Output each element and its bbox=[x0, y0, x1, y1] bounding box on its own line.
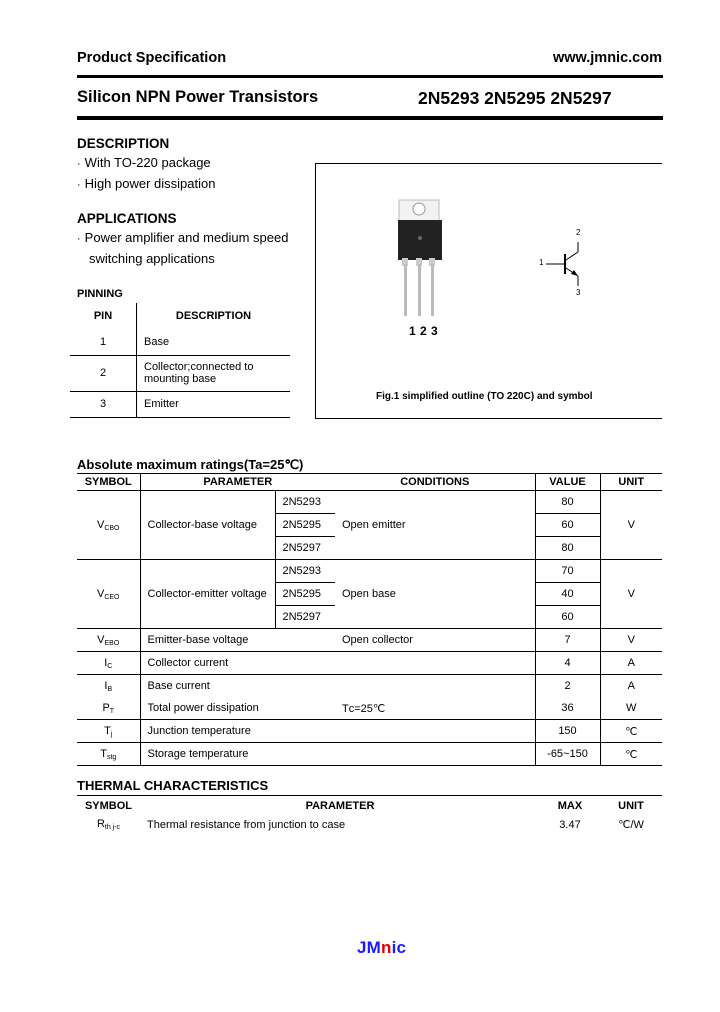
unit-cell: W bbox=[600, 697, 662, 720]
value-cell: 80 bbox=[535, 491, 600, 514]
unit-cell: V bbox=[600, 629, 662, 652]
symbol-main: V bbox=[96, 587, 105, 600]
symbol-sub: B bbox=[107, 685, 113, 693]
parameter-cell: Total power dissipation bbox=[140, 697, 335, 720]
description-item bbox=[77, 153, 215, 174]
symbol-main: P bbox=[102, 701, 110, 714]
bullet-icon: · bbox=[77, 179, 81, 191]
base-pin-label: 1 bbox=[539, 258, 544, 267]
bullet-icon: · bbox=[77, 158, 81, 170]
symbol-cell bbox=[77, 815, 140, 834]
part-cell: 2N5293 bbox=[275, 560, 335, 583]
pin-description-line2: mounting base bbox=[144, 373, 217, 385]
pin-number: 3 bbox=[70, 391, 137, 417]
parameter-cell: Collector-base voltage bbox=[140, 491, 275, 560]
symbol-sub: stg bbox=[106, 753, 117, 761]
symbol-main: I bbox=[104, 679, 108, 692]
symbol-main: I bbox=[104, 656, 108, 669]
ratings-row bbox=[77, 720, 662, 743]
symbol-sub: EBO bbox=[104, 639, 120, 647]
application-text-line1: Power amplifier and medium speed bbox=[84, 230, 289, 245]
parameter-column-header: PARAMETER bbox=[140, 474, 335, 491]
to220-package-image bbox=[396, 198, 446, 318]
value-cell: 36 bbox=[535, 697, 600, 720]
product-specification-label: Product Specification bbox=[77, 50, 227, 66]
ratings-row-vceo bbox=[77, 560, 662, 583]
description-text: With TO-220 package bbox=[84, 155, 211, 170]
symbol-sub: T bbox=[109, 707, 115, 715]
symbol-sub: th j-c bbox=[104, 824, 121, 831]
applications-list bbox=[77, 228, 288, 268]
application-text-line2: switching applications bbox=[89, 251, 215, 266]
bullet-icon: · bbox=[77, 233, 81, 245]
symbol-sub: CBO bbox=[104, 524, 120, 532]
value-cell: 150 bbox=[535, 720, 600, 743]
pin-row bbox=[70, 391, 290, 417]
ratings-row bbox=[77, 675, 662, 698]
value-cell: 2 bbox=[535, 675, 600, 698]
unit-column-header: UNIT bbox=[618, 799, 644, 812]
unit-cell: A bbox=[600, 652, 662, 675]
symbol-main: T bbox=[104, 724, 111, 737]
logo-part-n: n bbox=[381, 938, 392, 957]
condition-cell: Open base bbox=[335, 560, 535, 629]
part-cell: 2N5293 bbox=[275, 491, 335, 514]
parameter-cell: Collector current bbox=[140, 652, 335, 675]
unit-cell: V bbox=[600, 560, 662, 629]
description-heading: DESCRIPTION bbox=[77, 136, 170, 151]
pin-column-header: PIN bbox=[70, 303, 137, 329]
symbol-cell bbox=[77, 629, 140, 652]
symbol-cell bbox=[77, 743, 140, 766]
pin-description: Base bbox=[137, 329, 291, 355]
unit-cell: ℃ bbox=[600, 720, 662, 743]
symbol-sub: j bbox=[110, 730, 113, 738]
parameter-column-header: PARAMETER bbox=[305, 799, 375, 812]
value-cell: 60 bbox=[535, 514, 600, 537]
pin-row bbox=[70, 355, 290, 391]
unit-column-header: UNIT bbox=[600, 474, 662, 491]
ratings-heading: Absolute maximum ratings(Ta=25℃) bbox=[77, 457, 304, 472]
unit-cell: V bbox=[600, 491, 662, 560]
pin-description-line1: Collector;connected to bbox=[144, 361, 254, 373]
jmnic-logo bbox=[357, 938, 406, 958]
part-numbers: 2N5293 2N5295 2N5297 bbox=[418, 88, 612, 108]
symbol-main: V bbox=[97, 633, 105, 646]
value-cell: 70 bbox=[535, 560, 600, 583]
symbol-cell bbox=[77, 652, 140, 675]
unit-cell: ℃ bbox=[600, 743, 662, 766]
pin-number: 1 bbox=[70, 329, 137, 355]
unit-cell: ℃/W bbox=[618, 819, 644, 831]
pin-description: Emitter bbox=[137, 391, 291, 417]
symbol-cell bbox=[77, 697, 140, 720]
condition-cell bbox=[335, 720, 535, 743]
symbol-cell bbox=[77, 560, 140, 629]
value-cell: -65~150 bbox=[535, 743, 600, 766]
symbol-cell bbox=[77, 675, 140, 698]
ratings-row bbox=[77, 629, 662, 652]
symbol-sub: CEO bbox=[104, 593, 120, 601]
parameter-cell: Storage temperature bbox=[140, 743, 335, 766]
emitter-pin-label: 3 bbox=[576, 288, 581, 297]
figure-box bbox=[315, 163, 662, 419]
part-cell: 2N5295 bbox=[275, 514, 335, 537]
pin-description bbox=[137, 355, 291, 391]
pin-row bbox=[70, 329, 290, 355]
ratings-row-vcbo bbox=[77, 491, 662, 514]
package-pin-labels: 1 2 3 bbox=[409, 324, 438, 338]
symbol-main: R bbox=[96, 818, 105, 830]
unit-cell: A bbox=[600, 675, 662, 698]
applications-heading: APPLICATIONS bbox=[77, 211, 177, 226]
logo-part-jm: JM bbox=[357, 938, 382, 957]
description-column-header: DESCRIPTION bbox=[175, 310, 252, 322]
npn-transistor-symbol-icon bbox=[536, 224, 596, 304]
part-cell: 2N5297 bbox=[275, 537, 335, 560]
value-cell: 4 bbox=[535, 652, 600, 675]
figure-caption: Fig.1 simplified outline (TO 220C) and symbol bbox=[376, 391, 593, 402]
symbol-main: T bbox=[100, 747, 107, 760]
pin-number: 2 bbox=[70, 355, 137, 391]
condition-cell: Open emitter bbox=[335, 491, 535, 560]
parameter-cell: Base current bbox=[140, 675, 335, 698]
parameter-cell: Collector-emitter voltage bbox=[140, 560, 275, 629]
max-cell: 3.47 bbox=[559, 818, 581, 831]
header-divider bbox=[77, 75, 663, 78]
part-cell: 2N5295 bbox=[275, 583, 335, 606]
condition-cell: Open collector bbox=[335, 629, 535, 652]
parameter-cell: Junction temperature bbox=[140, 720, 335, 743]
description-item bbox=[77, 174, 215, 195]
pinning-heading: PINNING bbox=[77, 288, 123, 300]
thermal-characteristics-table bbox=[77, 796, 662, 834]
max-column-header: MAX bbox=[557, 799, 583, 812]
description-text: High power dissipation bbox=[84, 176, 216, 191]
ratings-row bbox=[77, 743, 662, 766]
condition-cell: Tᴄ=25℃ bbox=[335, 697, 535, 720]
value-cell: 7 bbox=[535, 629, 600, 652]
parameter-cell: Emitter-base voltage bbox=[140, 629, 335, 652]
website-url: www.jmnic.com bbox=[552, 50, 662, 66]
value-column-header: VALUE bbox=[535, 474, 600, 491]
symbol-sub: C bbox=[107, 662, 113, 670]
logo-part-ic: ic bbox=[391, 938, 407, 957]
ratings-row bbox=[77, 652, 662, 675]
collector-pin-label: 2 bbox=[576, 228, 581, 237]
symbol-cell bbox=[77, 720, 140, 743]
condition-cell bbox=[335, 675, 535, 698]
symbol-cell bbox=[77, 491, 140, 560]
absolute-max-ratings-table bbox=[77, 474, 662, 766]
parameter-cell: Thermal resistance from junction to case bbox=[147, 818, 346, 831]
value-cell: 80 bbox=[535, 537, 600, 560]
value-cell: 60 bbox=[535, 606, 600, 629]
part-cell: 2N5297 bbox=[275, 606, 335, 629]
thermal-row bbox=[77, 815, 662, 834]
value-cell: 40 bbox=[535, 583, 600, 606]
condition-cell bbox=[335, 652, 535, 675]
document-title: Silicon NPN Power Transistors bbox=[77, 88, 319, 106]
condition-cell bbox=[335, 743, 535, 766]
pinning-table bbox=[70, 303, 290, 418]
ratings-row bbox=[77, 697, 662, 720]
description-list bbox=[77, 153, 215, 195]
symbol-column-header: SYMBOL bbox=[77, 474, 140, 491]
symbol-column-header: SYMBOL bbox=[84, 799, 133, 812]
thermal-heading: THERMAL CHARACTERISTICS bbox=[77, 778, 269, 793]
symbol-main: V bbox=[96, 518, 105, 531]
title-divider bbox=[77, 116, 663, 120]
conditions-column-header: CONDITIONS bbox=[335, 474, 535, 491]
